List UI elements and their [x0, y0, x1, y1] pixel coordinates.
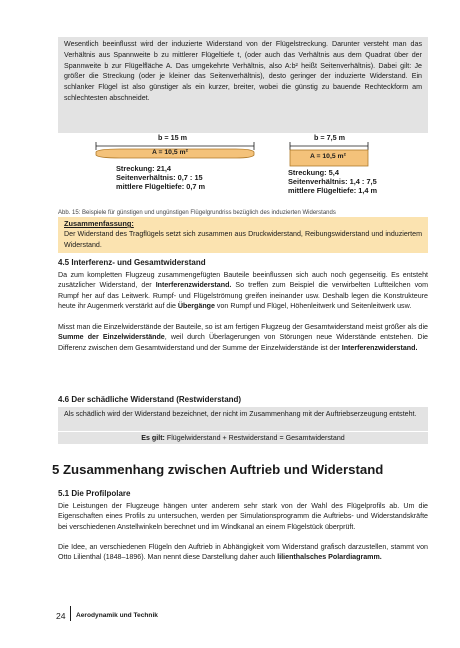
left-area-label: A = 10,5 m²: [152, 149, 188, 156]
footer-divider: [70, 606, 71, 621]
page-number: 24: [56, 611, 66, 621]
chapter-5-heading: 5 Zusammenhang zwischen Auftrieb und Widerstand: [52, 462, 384, 477]
section-5-1-heading: 5.1 Die Profilpolare: [58, 489, 131, 498]
summary-title: Zusammenfassung:: [64, 219, 134, 228]
section-4-6-heading: 4.6 Der schädliche Widerstand (Restwiderstand): [58, 395, 242, 404]
definition-box: [58, 407, 428, 431]
summary-box: [58, 217, 428, 253]
left-wing-stats: [116, 164, 205, 191]
right-mean-chord: mittlere Flügeltiefe: 1,4 m: [288, 186, 378, 195]
left-aspect-ratio: Streckung: 21,4: [116, 164, 172, 173]
running-footer-title: Aerodynamik und Technik: [76, 612, 158, 619]
intro-paragraph: Wesentlich beeinflusst wird der induzierte Widerstand von der Flügelstreckung. Darunter versteht man das Verhältnis aus Spannweite b zu mittlerer Flügeltiefe t, (oder auch das Verhältnis aus dem Quadrat über der Spannweite b zur Flügelfläche A. Das umgekehrte Verhältnis, also A:b² heißt Seitenverhältnis). Dabei gilt: Je größer die Streckung (oder je kleiner das Seitenverhältnis), desto geringer der induzierte Widerstand. Ein schlanker Flügel ist also günstiger als ein kurzer, breiter, wobei die günstig zu bauende Rechteckform am schlechtesten abschneidet.: [64, 40, 422, 102]
wing-planform-figure: [58, 135, 428, 210]
right-span-label: b = 7,5 m: [314, 133, 345, 142]
figure-caption: Abb. 15: Beispiele für günstigen und ungünstigen Flügelgrundriss bezüglich des induzierten Widerstands: [58, 210, 336, 216]
right-wing-stats: [288, 168, 377, 195]
section-4-5-paragraph-2: Misst man die Einzelwiderstände der Bauteile, so ist am fertigen Flugzeug der Gesamtwiderstand meist größer als die Summe der Einzelwiderstände, weil durch Überlagerungen von Störungen neue Widerstände entstehen. Die Differenz zwischen dem Gesamtwiderstand und der Summe der Einzelwiderstände ist der Interferenzwiderstand.: [58, 323, 428, 352]
formula-bar: [58, 432, 428, 444]
section-4-5-heading: 4.5 Interferenz- und Gesamtwiderstand: [58, 258, 206, 267]
section-4-5-paragraph-1: Da zum kompletten Flugzeug zusammengefügten Bauteile beeinflussen sich auch noch gegenseitig. Es entsteht zusätzlicher Widerstand, der Interferenzwiderstand. So treffen zum Beispiel die verwirbelten Luftteilchen vom Rumpf her auf das Leitwerk. Rumpf- und Flügelströmung greifen ineinander usw. Deshalb legen die Konstrukteure heute ihr Augenmerk verstärkt auf die Übergänge von Rumpf und Flügel, Höhenleitwerk und Seitenleitwerk usw.: [58, 271, 428, 311]
left-mean-chord: mittlere Flügeltiefe: 0,7 m: [116, 182, 206, 191]
summary-text: Der Widerstand des Tragflügels setzt sich zusammen aus Druckwiderstand, Reibungswiderstand und induziertem Widerstand.: [64, 230, 422, 249]
formula-text: Flügelwiderstand + Restwiderstand = Gesamtwiderstand: [164, 434, 345, 442]
right-area-label: A = 10,5 m²: [310, 153, 346, 160]
intro-info-box: [58, 37, 428, 133]
section-5-1-paragraph-2: Die Idee, an verschiedenen Flügeln den Auftrieb in Abhängigkeit vom Widerstand grafisch darzustellen, stammt von Otto Lilienthal (1848–1896). Man nennt diese Darstellung daher auch lilienthalsches Polardiagramm.: [58, 543, 428, 562]
right-aspect-ratio: Streckung: 5,4: [288, 168, 339, 177]
section-5-1-paragraph-1: Die Leistungen der Flugzeuge hängen unter anderem sehr stark von der Wahl des Flügelprofils ab. Um die Eigenschaften eines Profils zu untersuchen, werden per Simulationsprogramm die Auftriebs- und Widerstandskräfte bei verschiedenen Anstellwinkeln berechnet und im Windkanal an einem Flügelstück überprüft.: [58, 502, 428, 531]
formula-label: Es gilt:: [141, 434, 165, 442]
definition-text: Als schädlich wird der Widerstand bezeichnet, der nicht im Zusammenhang mit der Auftriebserzeugung entsteht.: [64, 410, 417, 418]
left-span-label: b = 15 m: [158, 133, 187, 142]
left-side-ratio: Seitenverhältnis: 0,7 : 15: [116, 173, 203, 182]
right-side-ratio: Seitenverhältnis: 1,4 : 7,5: [288, 177, 377, 186]
